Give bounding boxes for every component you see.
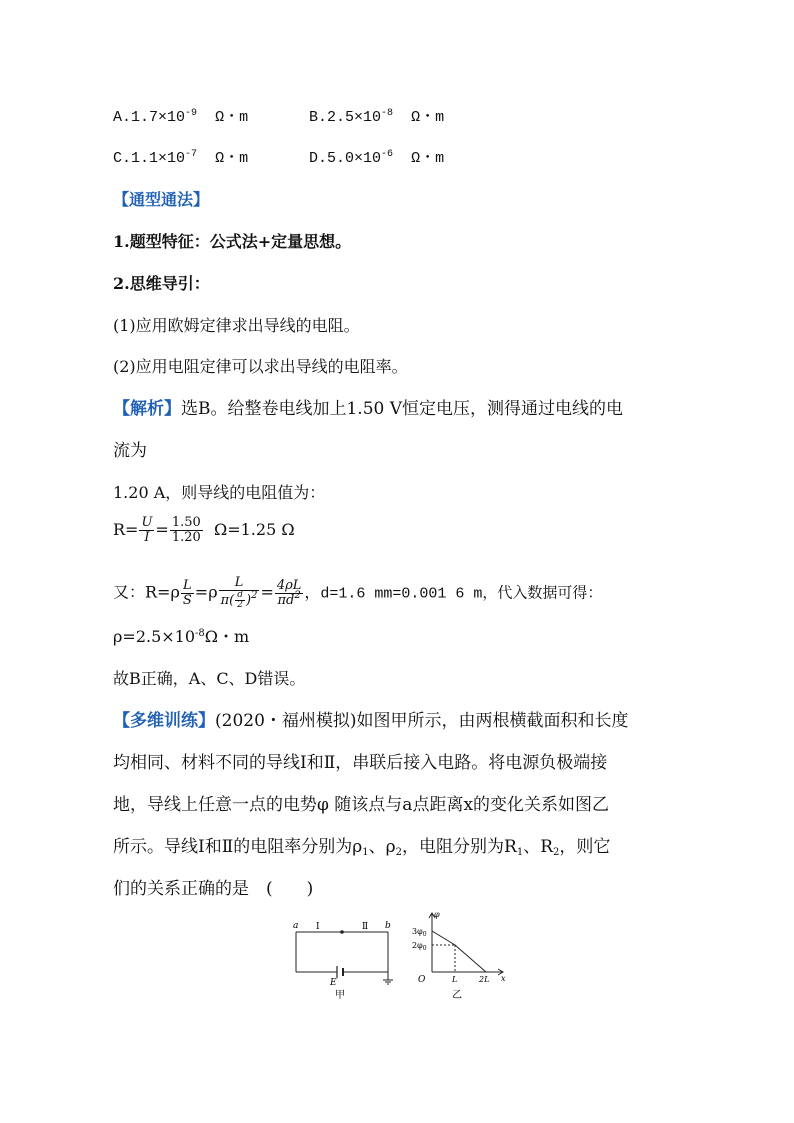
resistivity-result: $\rho=2.5\times 10^{-8}\Omega$・m xyxy=(113,627,250,646)
label-2L: 2L xyxy=(479,975,490,984)
point-2: 2.思维导引： xyxy=(113,274,210,293)
training-tag: 【多维训练】 xyxy=(113,711,215,731)
circuit-figure-jia xyxy=(288,918,408,1004)
training-line-5: 们的关系正确的是 ( ) xyxy=(113,879,314,899)
resistivity-formula: 又：R=ρ $\frac{L}{S}$ =ρ L π( $\frac{d}{2}$ )$^2$ = $\frac{4\rho L}{\pi d^2}$ ，d=1.6 mm=0.001 6 m，代入数据可得： xyxy=(113,575,603,610)
step-2: (2)应用电阻定律可以求出导线的电阻率。 xyxy=(113,357,408,376)
label-x: x xyxy=(501,974,506,983)
option-b: $B.2.5\times 10^{-8}$ Ω・m xyxy=(309,108,445,126)
analysis-line-1: 【解析】选B。给整卷电线加上1.50 V恒定电压，测得通过电线的电 xyxy=(113,399,624,419)
label-3phi0: $3\varphi_0$ xyxy=(412,927,427,938)
potential-line xyxy=(432,931,486,972)
option-d: $D.5.0\times 10^{-6}$ Ω・m xyxy=(309,149,445,167)
analysis-tag: 【解析】 xyxy=(113,399,181,419)
method-heading: 【通型通法】 xyxy=(113,190,210,209)
label-E: E xyxy=(330,978,337,988)
training-line-3: 地，导线上任意一点的电势φ 随该点与a点距离x的变化关系如图乙 xyxy=(113,795,610,815)
training-line-2: 均相同、材料不同的导线Ⅰ和Ⅱ，串联后接入电路。将电源负极端接 xyxy=(113,753,608,773)
label-b: b xyxy=(385,921,391,931)
label-L: L xyxy=(452,975,458,984)
step-1: (1)应用欧姆定律求出导线的电阻。 xyxy=(113,316,360,335)
caption-yi: 乙 xyxy=(452,990,462,1001)
resistance-formula: R= $\frac{U}{I}$ = $\frac{1.50}{1.20}$ Ω=1.25 Ω xyxy=(113,515,295,545)
potential-graph-yi xyxy=(412,908,512,1006)
label-wire-II: Ⅱ xyxy=(362,922,369,932)
label-O: O xyxy=(418,975,426,985)
junction-dot xyxy=(340,930,344,934)
label-phi: φ xyxy=(434,910,440,919)
label-wire-I: Ⅰ xyxy=(316,922,320,932)
caption-jia: 甲 xyxy=(335,990,345,1001)
option-c: $C.1.1\times 10^{-7}$ Ω・m xyxy=(113,149,249,167)
analysis-line-2: 流为 xyxy=(113,441,147,461)
training-line-4: 所示。导线Ⅰ和Ⅱ的电阻率分别为$\rho_1$、$\rho_2$，电阻分别为$R_1$、$R_2$，则它 xyxy=(113,837,611,858)
analysis-line-3: 1.20 A，则导线的电阻值为： xyxy=(113,483,326,502)
conclusion: 故B正确，A、C、D错误。 xyxy=(113,669,306,688)
label-2phi0: $2\varphi_0$ xyxy=(412,941,427,952)
training-line-1: 【多维训练】(2020・福州模拟)如图甲所示，由两根横截面积和长度 xyxy=(113,711,629,731)
option-a: $A.1.7\times 10^{-9}$ Ω・m xyxy=(113,108,249,126)
point-1: 1.题型特征：公式法+定量思想。 xyxy=(113,232,352,251)
label-a: a xyxy=(293,921,299,931)
